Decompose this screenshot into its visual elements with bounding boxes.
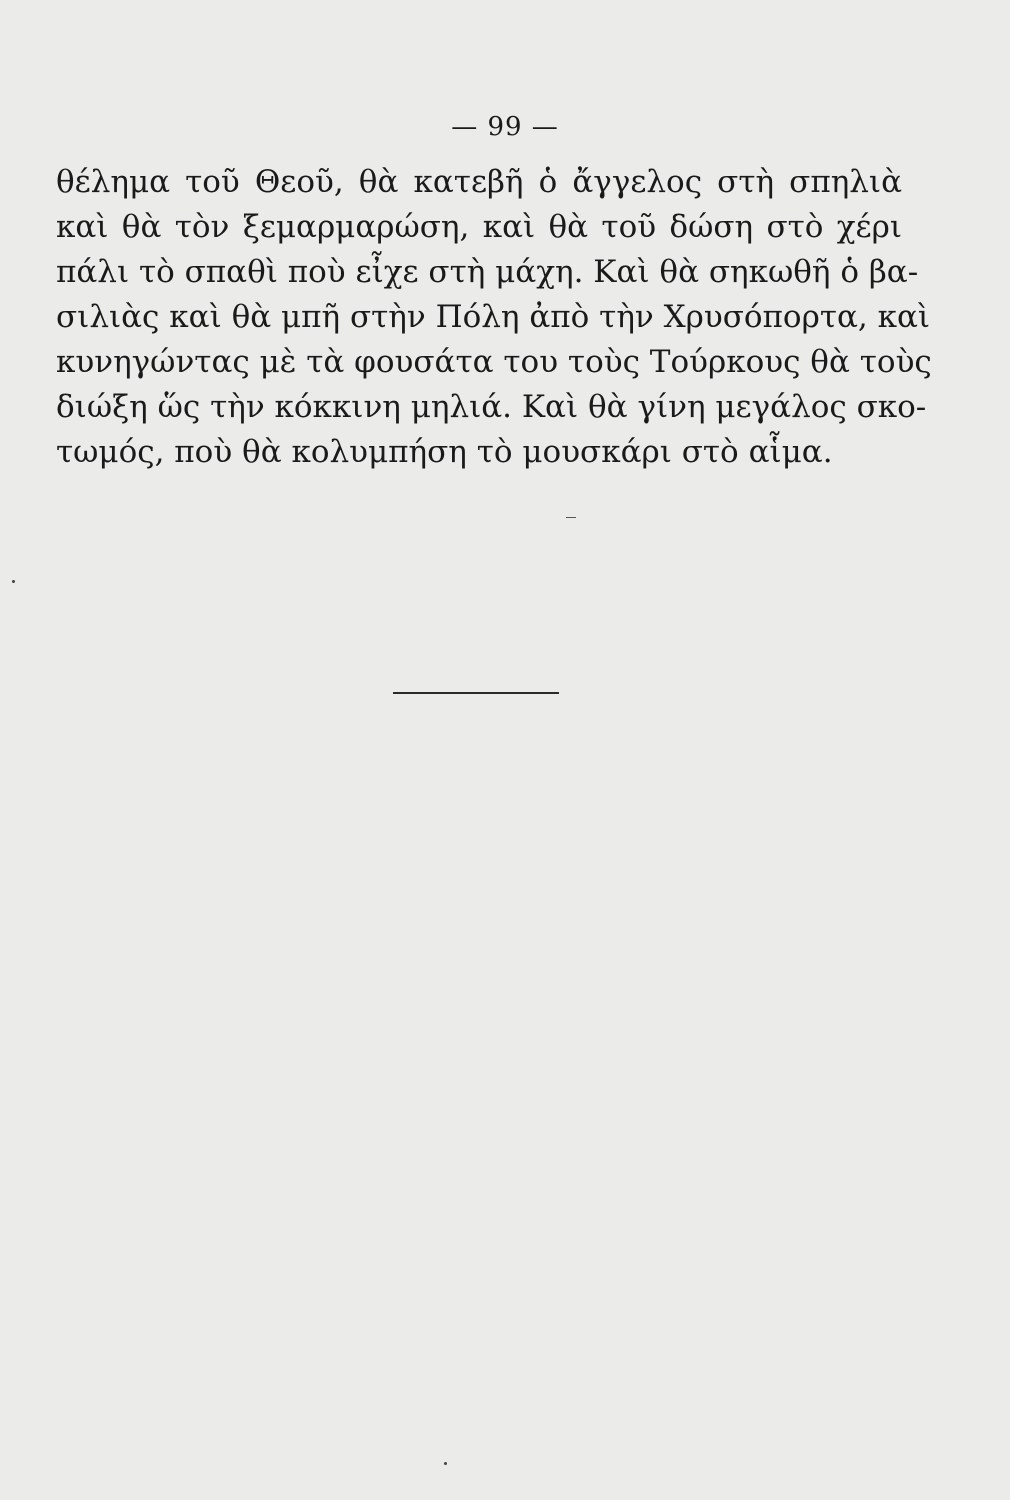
page-number: — 99 — <box>451 112 559 142</box>
text-line: κυνηγώντας μὲ τὰ φουσάτα του τοὺς Τούρκους θὰ τοὺς <box>56 344 932 380</box>
text-paragraph <box>56 160 932 475</box>
ink-speck <box>12 580 15 583</box>
ink-mark <box>566 517 576 518</box>
section-separator-rule <box>393 692 559 694</box>
text-line: σιλιὰς καὶ θὰ μπῆ στὴν Πόλη ἀπὸ τὴν Χρυσόπορτα, καὶ <box>56 299 931 335</box>
ink-speck <box>444 1462 447 1465</box>
text-line: πάλι τὸ σπαθὶ ποὺ εἶχε στὴ μάχη. Καὶ θὰ σηκωθῆ ὁ βα- <box>56 254 919 290</box>
text-line: διώξη ὥς τὴν κόκκινη μηλιά. Καὶ θὰ γίνη μεγάλος σκο- <box>56 389 927 425</box>
text-line: καὶ θὰ τὸν ξεμαρμαρώση, καὶ θὰ τοῦ δώση στὸ χέρι <box>56 209 902 245</box>
text-line: θέλημα τοῦ Θεοῦ, θὰ κατεβῆ ὁ ἄγγελος στὴ σπηλιὰ <box>56 164 902 200</box>
text-line: τωμός, ποὺ θὰ κολυμπήση τὸ μουσκάρι στὸ αἷμα. <box>56 434 833 470</box>
